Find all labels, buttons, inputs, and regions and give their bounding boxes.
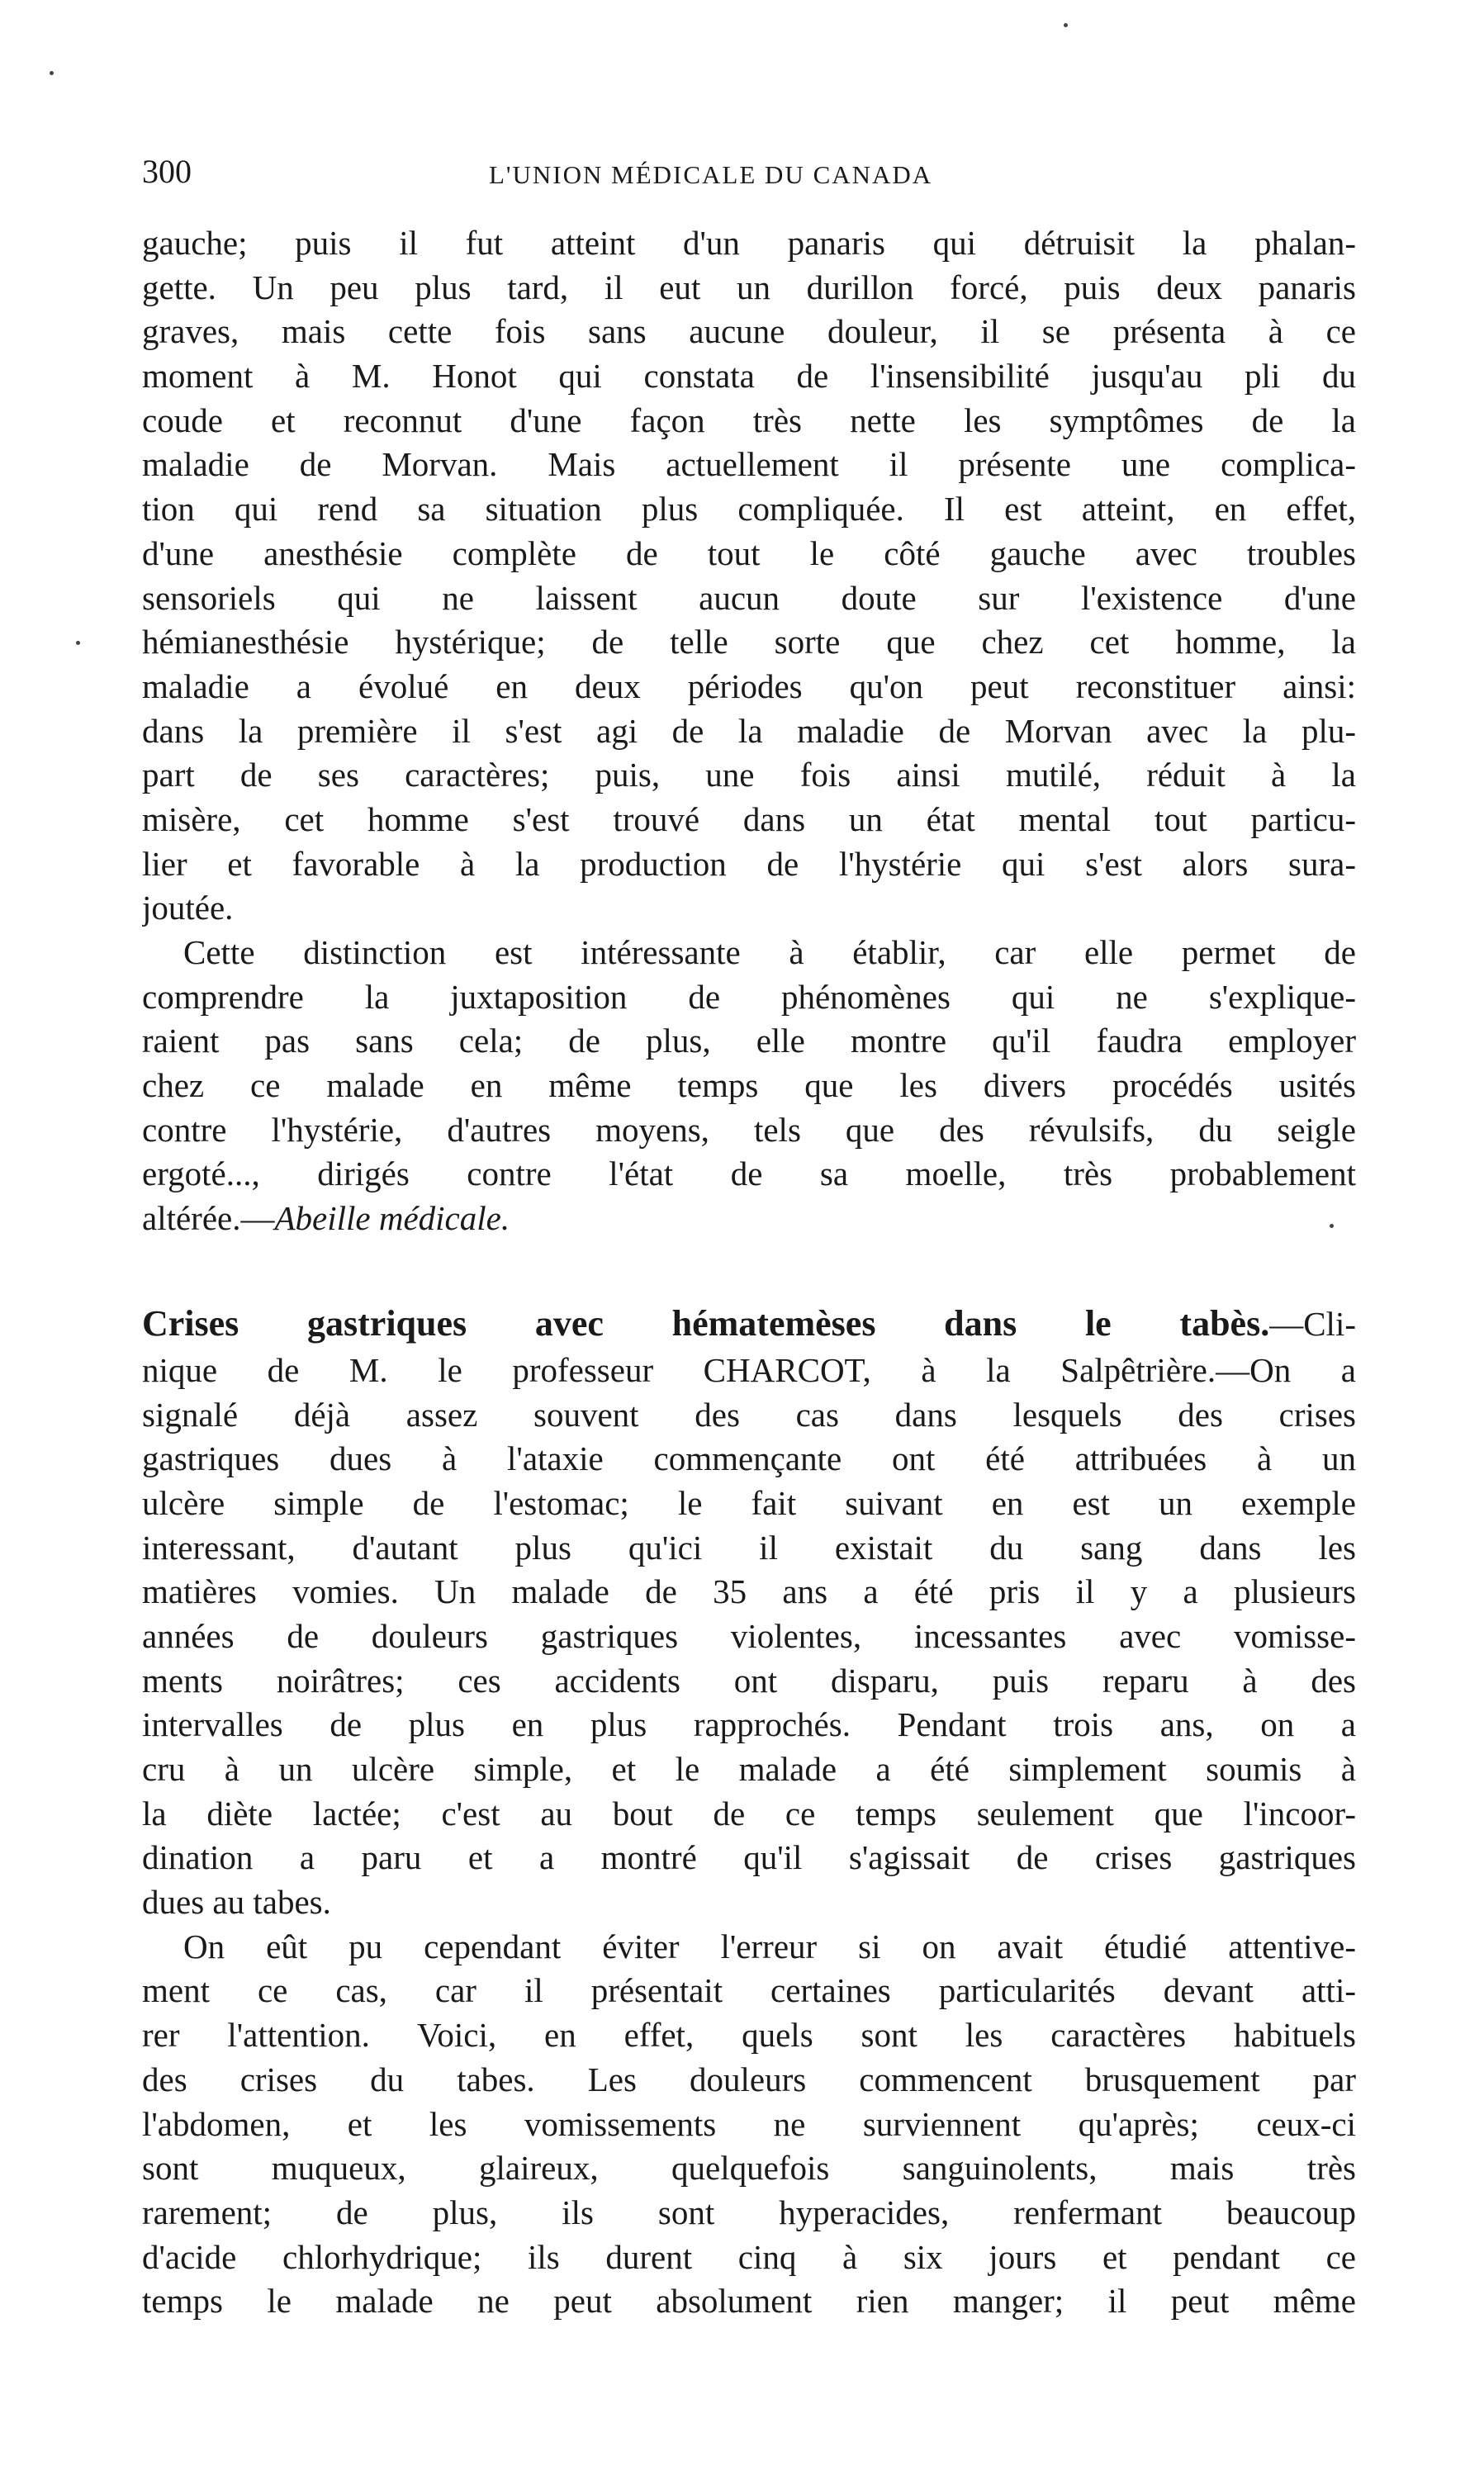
text-line: maladie de Morvan. Mais actuellement il présente une complica- (142, 445, 1356, 484)
text-line: intervalles de plus en plus rapprochés. Pendant trois ans, on a (142, 1705, 1356, 1744)
source-citation: Abeille médicale. (274, 1199, 510, 1238)
text-line: coude et reconnut d'une façon très nette les symptômes de la (142, 401, 1356, 439)
text-line: rer l'attention. Voici, en effet, quels sont les caractères habituels (142, 2016, 1356, 2055)
text-line: chez ce malade en même temps que les divers procédés usités (142, 1066, 1356, 1105)
text-line: cru à un ulcère simple, et le malade a été simplement soumis à (142, 1750, 1356, 1788)
text-line: d'acide chlorhydrique; ils durent cinq à six jours et pendant ce (142, 2237, 1356, 2276)
text-line: d'une anesthésie complète de tout le côté gauche avec troubles (142, 533, 1356, 572)
text-line: raient pas sans cela; de plus, elle montre qu'il faudra employer (142, 1022, 1356, 1060)
article-gastric-crises (142, 1299, 1356, 1925)
paragraph-error (142, 1925, 1356, 2324)
text-line: temps le malade ne peut absolument rien manger; il peut même (142, 2282, 1356, 2321)
text-line: ulcère simple de l'estomac; le fait suivant en est un exemple (142, 1483, 1356, 1522)
paragraph-distinction (142, 931, 1356, 1241)
text-line: l'abdomen, et les vomissements ne surviennent qu'après; ceux-ci (142, 2104, 1356, 2143)
page-number: 300 (142, 153, 192, 190)
text-line: On eût pu cependant éviter l'erreur si on avait étudié attentive- (183, 1927, 1356, 1965)
text-line: interessant, d'autant plus qu'ici il existait du sang dans les (142, 1528, 1356, 1567)
text-line: nique de M. le professeur CHARCOT, à la Salpêtrière.—On a (142, 1350, 1356, 1389)
text-line: gastriques dues à l'ataxie commençante ont été attribuées à un (142, 1439, 1356, 1478)
text-line: comprendre la juxtaposition de phénomènes qui ne s'explique- (142, 977, 1356, 1016)
paragraph-continuation (142, 221, 1356, 931)
text-line: gette. Un peu plus tard, il eut un durillon forcé, puis deux panaris (142, 268, 1356, 306)
paper-speck (50, 71, 54, 75)
running-title: L'UNION MÉDICALE DU CANADA (489, 160, 933, 189)
article-heading-line (142, 1299, 1356, 1349)
text-line: la diète lactée; c'est au bout de ce temps seulement que l'incoor- (142, 1794, 1356, 1833)
page-header (142, 147, 1348, 197)
text-line: joutée. (142, 889, 234, 927)
text-line: tion qui rend sa situation plus compliquée. Il est atteint, en effet, (142, 490, 1356, 529)
text-line: dues au tabes. (142, 1883, 331, 1922)
text-line: des crises du tabes. Les douleurs commencent brusquement par (142, 2060, 1356, 2098)
text-line: dination a paru et a montré qu'il s'agissait de crises gastriques (142, 1838, 1356, 1877)
section-gap (142, 1241, 1356, 1299)
text-line: rarement; de plus, ils sont hyperacides, renfermant beaucoup (142, 2193, 1356, 2231)
article-title-rest: —Cli- (1269, 1304, 1356, 1343)
text-line: graves, mais cette fois sans aucune douleur, il se présenta à ce (142, 312, 1356, 351)
text-line: part de ses caractères; puis, une fois ainsi mutilé, réduit à la (142, 756, 1356, 794)
page-body (142, 221, 1356, 2324)
text-line: Cette distinction est intéressante à établir, car elle permet de (183, 933, 1356, 971)
text-line: lier et favorable à la production de l'hystérie qui s'est alors sura- (142, 844, 1356, 883)
text-line: hémianesthésie hystérique; de telle sorte que chez cet homme, la (142, 623, 1356, 661)
text-line: signalé déjà assez souvent des cas dans lesquels des crises (142, 1395, 1356, 1434)
text-line: misère, cet homme s'est trouvé dans un état mental tout particu- (142, 799, 1356, 838)
text-line: sont muqueux, glaireux, quelquefois sanguinolents, mais très (142, 2149, 1356, 2188)
text-line: sensoriels qui ne laissent aucun doute sur l'existence d'une (142, 578, 1356, 617)
text-line: ments noirâtres; ces accidents ont disparu, puis reparu à des (142, 1661, 1356, 1700)
last-line-text: altérée.— (142, 1199, 275, 1238)
paper-speck (76, 641, 80, 645)
text-line: gauche; puis il fut atteint d'un panaris qui détruisit la phalan- (142, 224, 1356, 262)
text-line: années de douleurs gastriques violentes, incessantes avec vomisse- (142, 1616, 1356, 1655)
text-line: contre l'hystérie, d'autres moyens, tels que des révulsifs, du seigle (142, 1110, 1356, 1149)
paper-speck (1064, 23, 1068, 27)
text-line: matières vomies. Un malade de 35 ans a été pris il y a plusieurs (142, 1572, 1356, 1611)
article-title: Crises gastriques avec hématemèses dans le tabès. (142, 1302, 1270, 1344)
text-line: moment à M. Honot qui constata de l'insensibilité jusqu'au pli du (142, 357, 1356, 396)
text-line: ment ce cas, car il présentait certaines particularités devant atti- (142, 1971, 1356, 2010)
text-line: dans la première il s'est agi de la maladie de Morvan avec la plu- (142, 711, 1356, 750)
text-line: maladie a évolué en deux périodes qu'on peut reconstituer ainsi: (142, 666, 1356, 705)
text-line (142, 1197, 1356, 1241)
text-line: ergoté..., dirigés contre l'état de sa moelle, très probablement (142, 1155, 1356, 1193)
